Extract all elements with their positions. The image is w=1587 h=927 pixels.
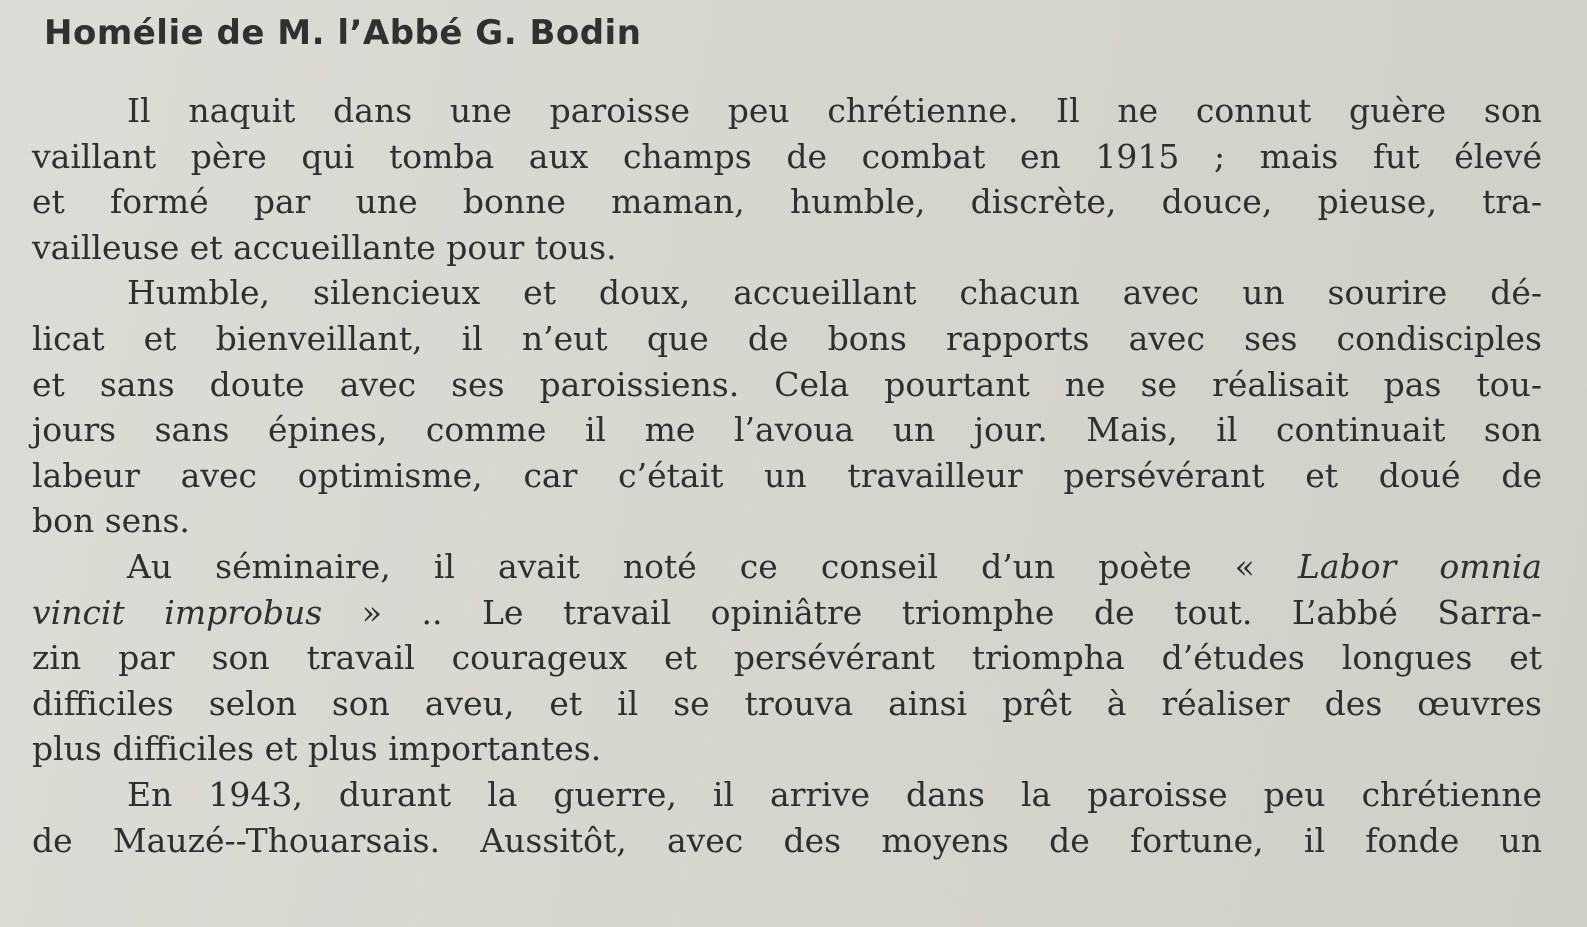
text-line: En 1943, durant la guerre, il arrive dans la paroisse peu chrétienne: [127, 774, 1542, 814]
latin-quote: Labor omnia: [1297, 546, 1542, 586]
text-line: Il naquit dans une paroisse peu chrétienne. Il ne connut guère son: [127, 91, 1542, 130]
text-line: [32, 590, 1542, 636]
text-line: de Mauzé--Thouarsais. Aussitôt, avec des moyens de fortune, il fonde un: [32, 820, 1542, 860]
latin-quote: vincit improbus: [32, 592, 323, 632]
text-line: plus difficiles et plus importantes.: [32, 729, 602, 769]
text-line: jours sans épines, comme il me l’avoua un jour. Mais, il continuait son: [32, 410, 1542, 450]
homily-body: [32, 88, 1542, 863]
text-segment: » .. Le travail opiniâtre triomphe de tout. L’abbé Sarra-: [322, 592, 1542, 632]
text-line: labeur avec optimisme, car c’était un travailleur persévérant et doué de: [32, 455, 1542, 495]
text-line: Humble, silencieux et doux, accueillant chacun avec un sourire dé-: [127, 273, 1542, 313]
text-line: vaillant père qui tomba aux champs de combat en 1915 ; mais fut élevé: [32, 136, 1542, 176]
text-line: bon sens.: [32, 501, 190, 541]
text-line: zin par son travail courageux et persévérant triompha d’études longues et: [32, 638, 1542, 678]
text-line: vailleuse et accueillante pour tous.: [32, 227, 617, 267]
text-line: difficiles selon son aveu, et il se trouva ainsi prêt à réaliser des œuvres: [32, 683, 1542, 723]
text-line: et formé par une bonne maman, humble, discrète, douce, pieuse, tra-: [32, 182, 1542, 222]
text-line: et sans doute avec ses paroissiens. Cela pourtant ne se réalisait pas tou-: [32, 364, 1542, 404]
homily-heading: Homélie de M. l’Abbé G. Bodin: [44, 13, 642, 53]
text-segment: Au séminaire, il avait noté ce conseil d’un poète «: [127, 546, 1298, 586]
text-line: [32, 544, 1542, 590]
text-line: licat et bienveillant, il n’eut que de bons rapports avec ses condisciples: [32, 318, 1542, 358]
